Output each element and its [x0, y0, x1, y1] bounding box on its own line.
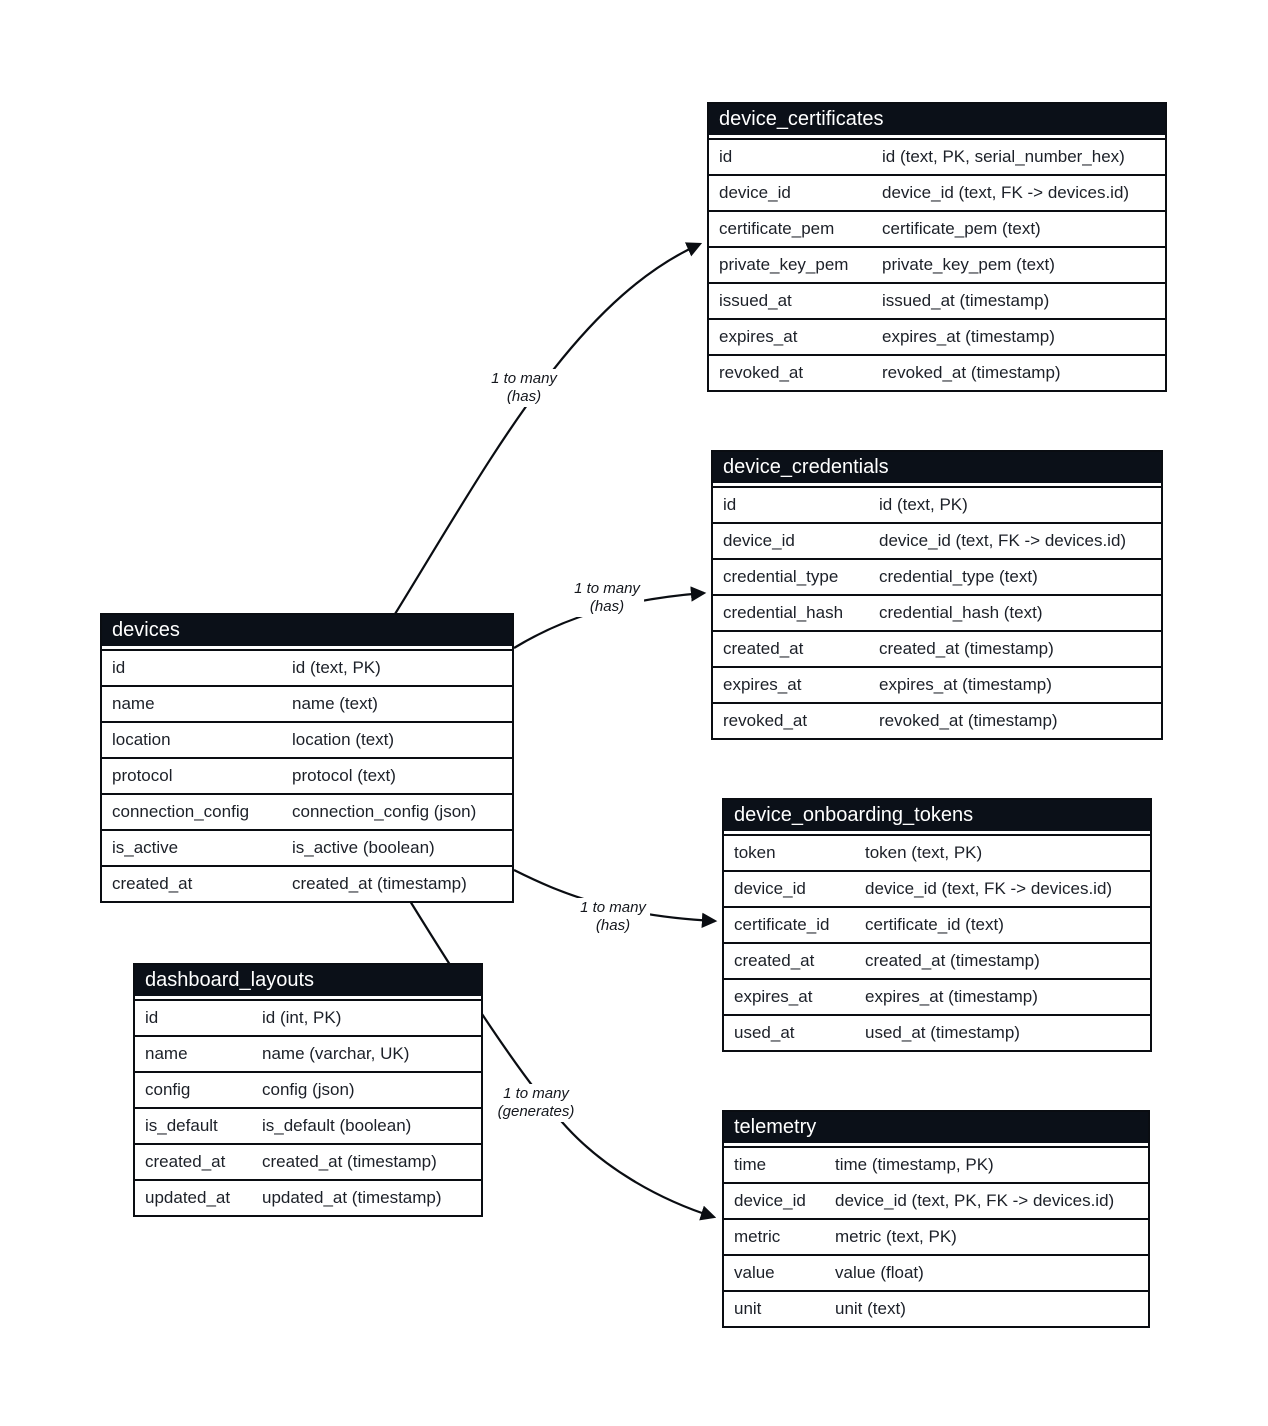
table-row [724, 870, 1150, 906]
table-title: telemetry [724, 1112, 1148, 1146]
relationship-label-has-credentials [570, 579, 644, 617]
table-row [724, 1290, 1148, 1326]
field-name: expires_at [723, 675, 802, 694]
table-row [709, 210, 1165, 246]
table-row [713, 702, 1161, 738]
field-name: created_at [145, 1152, 226, 1171]
table-row [135, 1035, 481, 1071]
field-name: used_at [734, 1023, 795, 1042]
relationship-cardinality: 1 to many [574, 580, 640, 597]
field-type: device_id (text, FK -> devices.id) [865, 879, 1113, 898]
table-title: device_certificates [709, 104, 1165, 138]
table-title: device_credentials [713, 452, 1161, 486]
field-type: certificate_pem (text) [882, 219, 1041, 238]
table-row [102, 829, 512, 865]
table-row [102, 757, 512, 793]
field-type: location (text) [292, 730, 395, 749]
field-type: token (text, PK) [865, 843, 983, 862]
table-row [102, 649, 512, 685]
field-type: id (text, PK, serial_number_hex) [882, 147, 1125, 166]
field-type: created_at (timestamp) [865, 951, 1040, 970]
relationship-label-has-tokens [576, 898, 650, 936]
table-rows [135, 999, 481, 1215]
field-type: name (text) [292, 694, 378, 713]
field-name: is_default [145, 1116, 218, 1135]
field-type: expires_at (timestamp) [879, 675, 1052, 694]
field-type: config (json) [262, 1080, 355, 1099]
table-dashboard-layouts [133, 963, 483, 1217]
table-row [724, 942, 1150, 978]
relationship-verb: (generates) [497, 1103, 575, 1120]
field-name: credential_type [723, 567, 839, 586]
table-title: devices [102, 615, 512, 649]
field-type: name (varchar, UK) [262, 1044, 410, 1063]
field-name: is_active [112, 838, 179, 857]
field-name: issued_at [719, 291, 792, 310]
table-row [709, 318, 1165, 354]
field-type: device_id (text, FK -> devices.id) [879, 531, 1127, 550]
field-name: created_at [723, 639, 804, 658]
field-name: name [145, 1044, 188, 1063]
field-type: created_at (timestamp) [262, 1152, 437, 1171]
field-name: unit [734, 1299, 762, 1318]
field-type: protocol (text) [292, 766, 396, 785]
field-type: revoked_at (timestamp) [882, 363, 1061, 382]
field-type: id (int, PK) [262, 1008, 342, 1027]
table-title: device_onboarding_tokens [724, 800, 1150, 834]
field-name: device_id [719, 183, 791, 202]
table-row [713, 630, 1161, 666]
table-row [135, 1143, 481, 1179]
field-type: expires_at (timestamp) [865, 987, 1038, 1006]
field-name: created_at [112, 874, 193, 893]
table-device-credentials [711, 450, 1163, 740]
field-type: issued_at (timestamp) [882, 291, 1050, 310]
field-name: id [723, 495, 737, 514]
field-name: expires_at [734, 987, 813, 1006]
field-name: config [145, 1080, 191, 1099]
field-type: value (float) [835, 1263, 924, 1282]
field-name: device_id [734, 1191, 806, 1210]
table-row [102, 865, 512, 901]
table-devices [100, 613, 514, 903]
field-type: credential_type (text) [879, 567, 1038, 586]
field-name: connection_config [112, 802, 250, 821]
relationship-verb: (has) [595, 917, 631, 934]
table-row [724, 834, 1150, 870]
field-type: metric (text, PK) [835, 1227, 957, 1246]
field-name: device_id [734, 879, 806, 898]
table-rows [724, 834, 1150, 1050]
field-type: is_active (boolean) [292, 838, 435, 857]
table-rows [713, 486, 1161, 738]
table-row [135, 1179, 481, 1215]
field-type: device_id (text, PK, FK -> devices.id) [835, 1191, 1115, 1210]
field-type: created_at (timestamp) [292, 874, 467, 893]
field-name: time [734, 1155, 767, 1174]
relationship-cardinality: 1 to many [580, 899, 646, 916]
field-name: location [112, 730, 171, 749]
table-row [713, 486, 1161, 522]
table-row [102, 721, 512, 757]
field-type: device_id (text, FK -> devices.id) [882, 183, 1130, 202]
field-name: name [112, 694, 155, 713]
field-name: id [719, 147, 733, 166]
table-row [135, 999, 481, 1035]
field-name: created_at [734, 951, 815, 970]
field-type: time (timestamp, PK) [835, 1155, 994, 1174]
field-name: credential_hash [723, 603, 844, 622]
field-name: updated_at [145, 1188, 231, 1207]
field-type: created_at (timestamp) [879, 639, 1054, 658]
table-device-onboarding-tokens [722, 798, 1152, 1052]
field-type: credential_hash (text) [879, 603, 1043, 622]
field-name: revoked_at [719, 363, 804, 382]
table-row [713, 594, 1161, 630]
table-row [709, 354, 1165, 390]
table-row [724, 1182, 1148, 1218]
field-type: certificate_id (text) [865, 915, 1004, 934]
field-type: expires_at (timestamp) [882, 327, 1055, 346]
table-row [724, 1014, 1150, 1050]
table-row [709, 282, 1165, 318]
field-type: id (text, PK) [879, 495, 968, 514]
table-row [135, 1071, 481, 1107]
table-row [102, 793, 512, 829]
field-type: connection_config (json) [292, 802, 477, 821]
table-device-certificates [707, 102, 1167, 392]
relationship-label-has-certificates [487, 369, 561, 407]
arrow-devices-to-device-certificates [395, 244, 700, 614]
field-name: protocol [112, 766, 173, 785]
relationship-verb: (has) [589, 598, 625, 615]
field-name: device_id [723, 531, 795, 550]
table-rows [724, 1146, 1148, 1326]
table-row [709, 246, 1165, 282]
field-name: certificate_id [734, 915, 830, 934]
table-row [709, 138, 1165, 174]
field-name: token [734, 843, 776, 862]
table-rows [709, 138, 1165, 390]
table-row [102, 685, 512, 721]
field-type: id (text, PK) [292, 658, 381, 677]
table-row [713, 522, 1161, 558]
relationship-label-generates-telemetry [494, 1084, 579, 1122]
field-type: is_default (boolean) [262, 1116, 412, 1135]
table-row [713, 558, 1161, 594]
table-rows [102, 649, 512, 901]
field-name: value [734, 1263, 775, 1282]
table-row [724, 1254, 1148, 1290]
table-row [724, 978, 1150, 1014]
field-type: updated_at (timestamp) [262, 1188, 442, 1207]
table-row [709, 174, 1165, 210]
table-row [713, 666, 1161, 702]
field-name: id [112, 658, 126, 677]
table-row [724, 1146, 1148, 1182]
field-name: certificate_pem [719, 219, 835, 238]
table-telemetry [722, 1110, 1150, 1328]
field-type: used_at (timestamp) [865, 1023, 1020, 1042]
table-row [724, 906, 1150, 942]
field-name: expires_at [719, 327, 798, 346]
field-name: private_key_pem [719, 255, 849, 274]
field-type: unit (text) [835, 1299, 906, 1318]
relationship-cardinality: 1 to many [503, 1085, 569, 1102]
field-type: revoked_at (timestamp) [879, 711, 1058, 730]
field-name: metric [734, 1227, 781, 1246]
table-title: dashboard_layouts [135, 965, 481, 999]
table-row [135, 1107, 481, 1143]
field-type: private_key_pem (text) [882, 255, 1055, 274]
relationship-verb: (has) [506, 388, 542, 405]
relationship-cardinality: 1 to many [491, 370, 557, 387]
field-name: revoked_at [723, 711, 808, 730]
field-name: id [145, 1008, 159, 1027]
table-row [724, 1218, 1148, 1254]
